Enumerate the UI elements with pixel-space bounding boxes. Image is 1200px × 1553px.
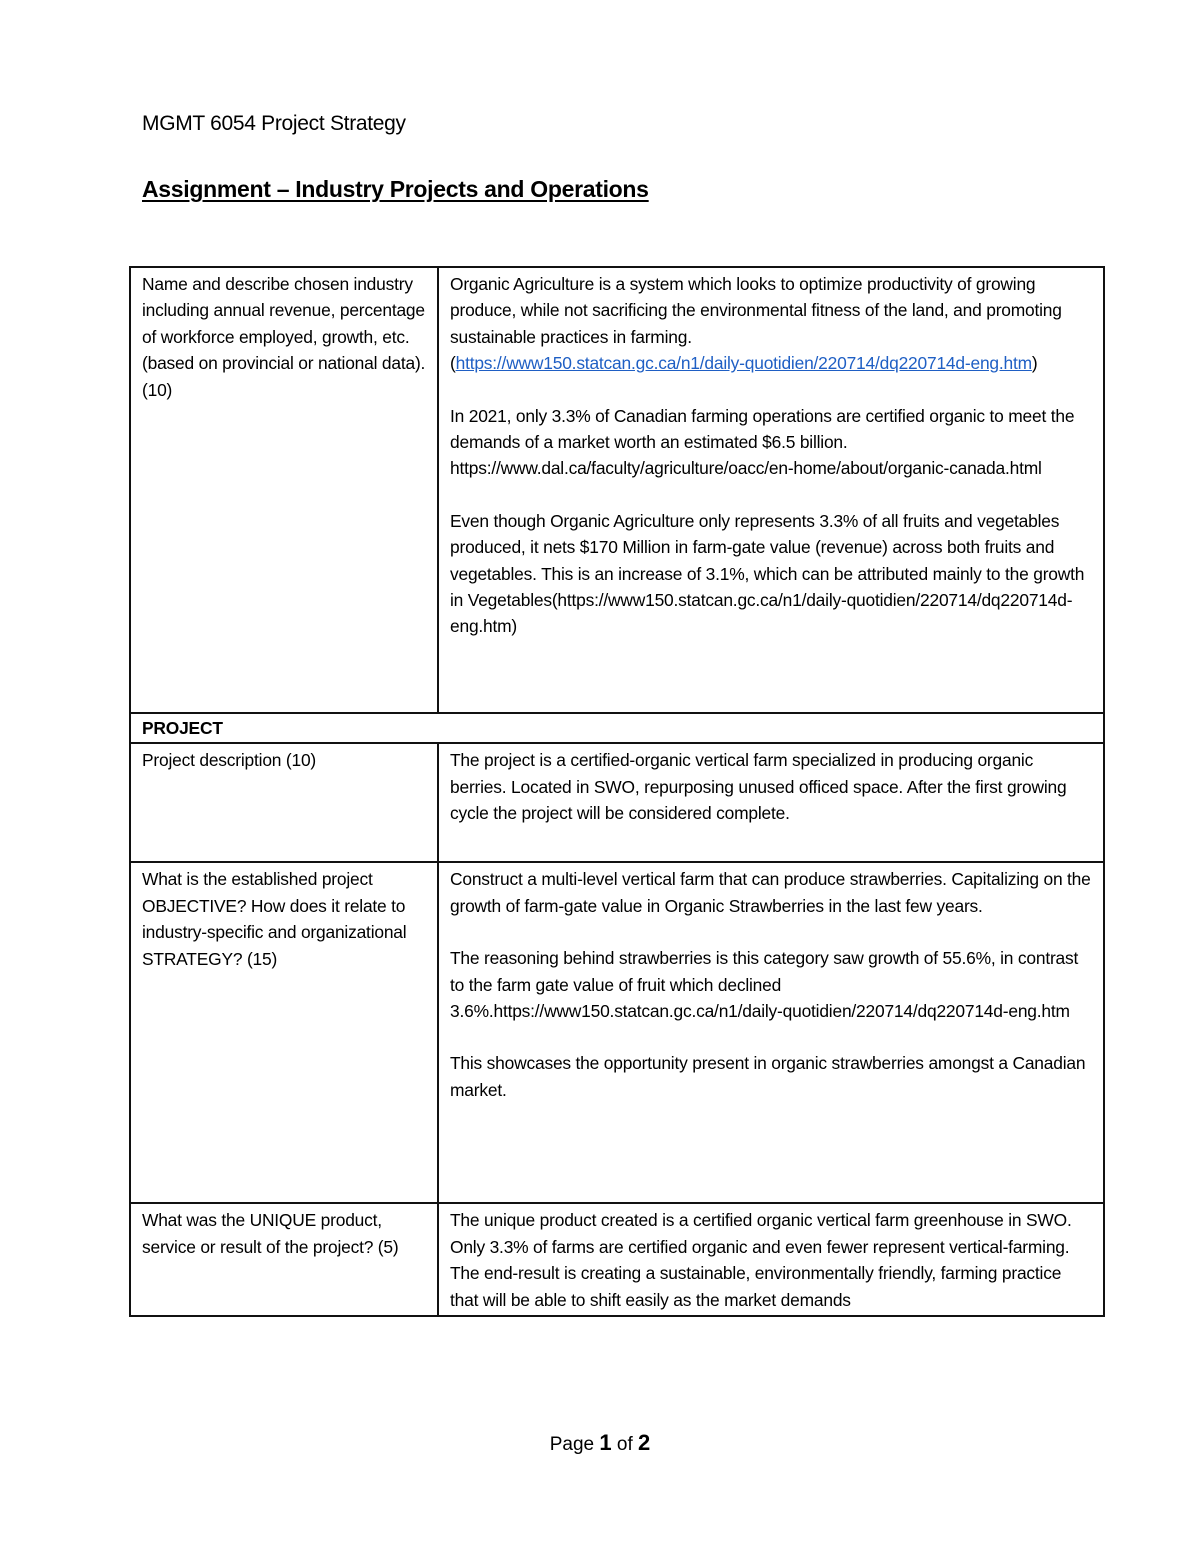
- answer-cell: [438, 1203, 1104, 1316]
- industry-question: Name and describe chosen industry including annual revenue, percentage of workforce employed, growth, etc. (based on provincial or national data). (10): [142, 274, 426, 400]
- table-row-section: [130, 713, 1104, 743]
- objective-paragraph-3: This showcases the opportunity present in organic strawberries amongst a Canadian market.: [450, 1053, 1086, 1100]
- description-question: Project description (10): [142, 750, 317, 771]
- question-cell: [130, 862, 438, 1203]
- unique-question: What was the UNIQUE product, service or result of the project? (5): [142, 1210, 399, 1257]
- answer-cell: [438, 743, 1104, 862]
- industry-paragraph-2: In 2021, only 3.3% of Canadian farming operations are certified organic to meet the demands of a market worth an estimated $6.5 billion. https://www.dal.ca/faculty/agriculture/oacc/en-home/about/organic-canada.html: [450, 405, 1075, 479]
- industry-paragraph-1: Organic Agriculture is a system which looks to optimize productivity of growing produce, while not sacrificing the environmental fitness of the land, and promoting sustainable practices in farming. (https://www150.statcan.gc.ca/n1/daily-quotidien/220714/dq220714d-eng.htm): [450, 274, 1062, 374]
- section-header-project: PROJECT: [130, 713, 1104, 743]
- statcan-link[interactable]: https://www150.statcan.gc.ca/n1/daily-quotidien/220714/dq220714d-eng.htm: [455, 353, 1032, 374]
- current-page: 1: [599, 1430, 612, 1455]
- answer-cell: [438, 267, 1104, 713]
- table-row-description: [130, 743, 1104, 862]
- question-cell: [130, 1203, 438, 1316]
- question-cell: [130, 267, 438, 713]
- page-number: Page 1 of 2: [549, 1430, 651, 1455]
- description-answer: The project is a certified-organic vertical farm specialized in producing organic berries. Located in SWO, repurposing unused officed space. After the first growing cycle the project will be considered complete.: [450, 750, 1067, 824]
- question-cell: [130, 743, 438, 862]
- assignment-table: [129, 266, 1105, 1317]
- industry-paragraph-3: Even though Organic Agriculture only represents 3.3% of all fruits and vegetables produced, it nets $170 Million in farm-gate value (revenue) across both fruits and vegetables. This is an increase of 3.1%, which can be attributed mainly to the growth in Vegetables(https://www150.statcan.gc.ca/n1/daily-quotidien/220714/dq220714d-eng.htm): [450, 510, 1085, 637]
- objective-paragraph-1: Construct a multi-level vertical farm that can produce strawberries. Capitalizing on the growth of farm-gate value in Organic Strawberries in the last few years.: [450, 869, 1091, 916]
- table-row-objective: [130, 862, 1104, 1203]
- objective-paragraph-2: The reasoning behind strawberries is this category saw growth of 55.6%, in contrast to the farm gate value of fruit which declined 3.6%.https://www150.statcan.gc.ca/n1/daily-quotidien/220714/dq220714d-eng.htm: [450, 948, 1079, 1022]
- table-row-industry: [130, 267, 1104, 713]
- answer-cell: [438, 862, 1104, 1203]
- total-pages: 2: [638, 1430, 651, 1455]
- table-row-unique: [130, 1203, 1104, 1316]
- unique-answer: The unique product created is a certified organic vertical farm greenhouse in SWO. Only 3.3% of farms are certified organic and even fewer represent vertical-farming. The end-result is creating a sustainable, environmentally friendly, farming practice that will be able to shift easily as the market demands: [450, 1210, 1072, 1310]
- course-heading: MGMT 6054 Project Strategy: [142, 112, 406, 135]
- assignment-title: Assignment – Industry Projects and Operations: [142, 176, 649, 202]
- objective-question: What is the established project OBJECTIVE? How does it relate to industry-specific and organizational STRATEGY? (15): [142, 869, 407, 969]
